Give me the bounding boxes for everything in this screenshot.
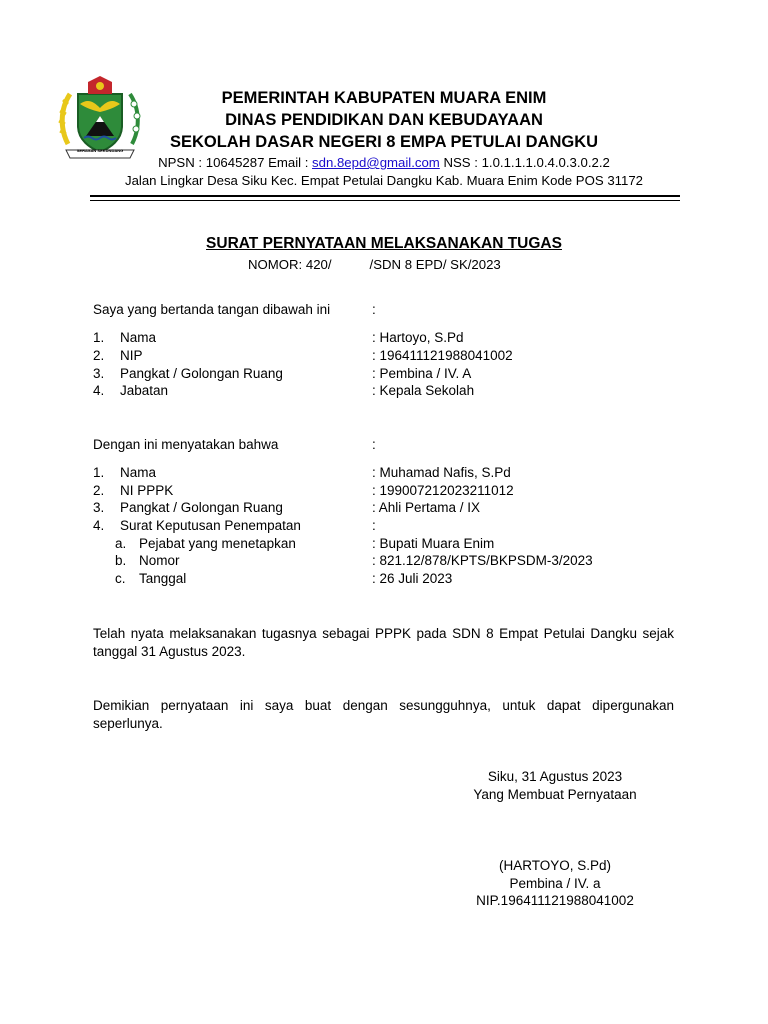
- s2-subrow-value: : 821.12/878/KPTS/BKPSDM-3/2023: [372, 553, 593, 568]
- nss-text: NSS : 1.0.1.1.1.0.4.0.3.0.2.2: [439, 155, 610, 170]
- statement-paragraph: Telah nyata melaksanakan tugasnya sebagai PPPK pada SDN 8 Empat Petulai Dangku sejak tanggal 31 Agustus 2023.: [93, 626, 674, 659]
- email-link[interactable]: sdn.8epd@gmail.com: [312, 155, 440, 170]
- s2-row-value: : 199007212023211012: [372, 483, 514, 498]
- closing-paragraph: Demikian pernyataan ini saya buat dengan sesungguhnya, untuk dapat dipergunakan seperlunya.: [93, 698, 674, 731]
- s2-row-label: Surat Keputusan Penempatan: [120, 518, 301, 533]
- logo-motto: SERASAN SEKUNDANG: [76, 148, 124, 153]
- s2-row-value: :: [372, 518, 376, 533]
- s2-subrow-letter: c.: [115, 571, 126, 586]
- signatory-rank: Pembina / IV. a: [509, 876, 601, 891]
- s2-row-value: : Muhamad Nafis, S.Pd: [372, 465, 511, 480]
- s1-row-label: NIP: [120, 348, 143, 363]
- document-title: SURAT PERNYATAAN MELAKSANAKAN TUGAS: [206, 235, 562, 252]
- s1-row-value: : Hartoyo, S.Pd: [372, 330, 464, 345]
- number-prefix: NOMOR: 420/: [248, 257, 332, 272]
- s2-subrow-label: Pejabat yang menetapkan: [139, 536, 296, 551]
- s2-row-num: 4.: [93, 518, 105, 533]
- signature-place-date: Siku, 31 Agustus 2023: [487, 769, 623, 784]
- number-suffix: /SDN 8 EPD/ SK/2023: [369, 257, 501, 272]
- s2-subrow-label: Nomor: [139, 553, 180, 568]
- section1-intro-colon: :: [372, 302, 376, 317]
- s2-row-label: NI PPPK: [120, 483, 174, 498]
- s1-row-value: : Kepala Sekolah: [372, 383, 475, 398]
- s1-row-value: : 196411121988041002: [372, 348, 513, 363]
- s1-row-label: Jabatan: [120, 383, 169, 398]
- s1-row-num: 4.: [93, 383, 105, 398]
- section2-intro-colon: :: [372, 437, 376, 452]
- s1-row-label: Pangkat / Golongan Ruang: [120, 366, 283, 381]
- s1-row-num: 2.: [93, 348, 105, 363]
- s2-row-label: Nama: [120, 465, 157, 480]
- s2-subrow-letter: b.: [115, 553, 127, 568]
- header-government: PEMERINTAH KABUPATEN MUARA ENIM: [221, 89, 547, 107]
- header-department: DINAS PENDIDIKAN DAN KEBUDAYAAN: [225, 111, 543, 129]
- section2-intro: Dengan ini menyatakan bahwa: [93, 437, 279, 452]
- npsn-text: NPSN : 10645287 Email :: [158, 155, 313, 170]
- s2-subrow-value: : Bupati Muara Enim: [372, 536, 495, 551]
- signatory-nip: NIP.196411121988041002: [476, 893, 634, 908]
- header-contact: [100, 155, 668, 170]
- s2-subrow-letter: a.: [115, 536, 127, 551]
- s2-row-label: Pangkat / Golongan Ruang: [120, 500, 283, 515]
- s2-subrow-label: Tanggal: [139, 571, 187, 586]
- s1-row-value: : Pembina / IV. A: [372, 366, 472, 381]
- s1-row-label: Nama: [120, 330, 157, 345]
- section1-intro: Saya yang bertanda tangan dibawah ini: [93, 302, 331, 317]
- signatory-name: (HARTOYO, S.Pd): [498, 858, 612, 873]
- s1-row-num: 1.: [93, 330, 105, 345]
- s2-row-num: 1.: [93, 465, 105, 480]
- s1-row-num: 3.: [93, 366, 105, 381]
- header-rule-thick: [90, 195, 680, 197]
- header-rule-thin: [90, 200, 680, 201]
- s2-row-num: 2.: [93, 483, 105, 498]
- s2-subrow-value: : 26 Juli 2023: [372, 571, 453, 586]
- header-address: Jalan Lingkar Desa Siku Kec. Empat Petulai Dangku Kab. Muara Enim Kode POS 31172: [124, 173, 644, 188]
- s2-row-value: : Ahli Pertama / IX: [372, 500, 481, 515]
- signature-role: Yang Membuat Pernyataan: [473, 787, 637, 802]
- s2-row-num: 3.: [93, 500, 105, 515]
- header-school: SEKOLAH DASAR NEGERI 8 EMPA PETULAI DANGKU: [169, 133, 599, 151]
- document-number: [248, 257, 501, 272]
